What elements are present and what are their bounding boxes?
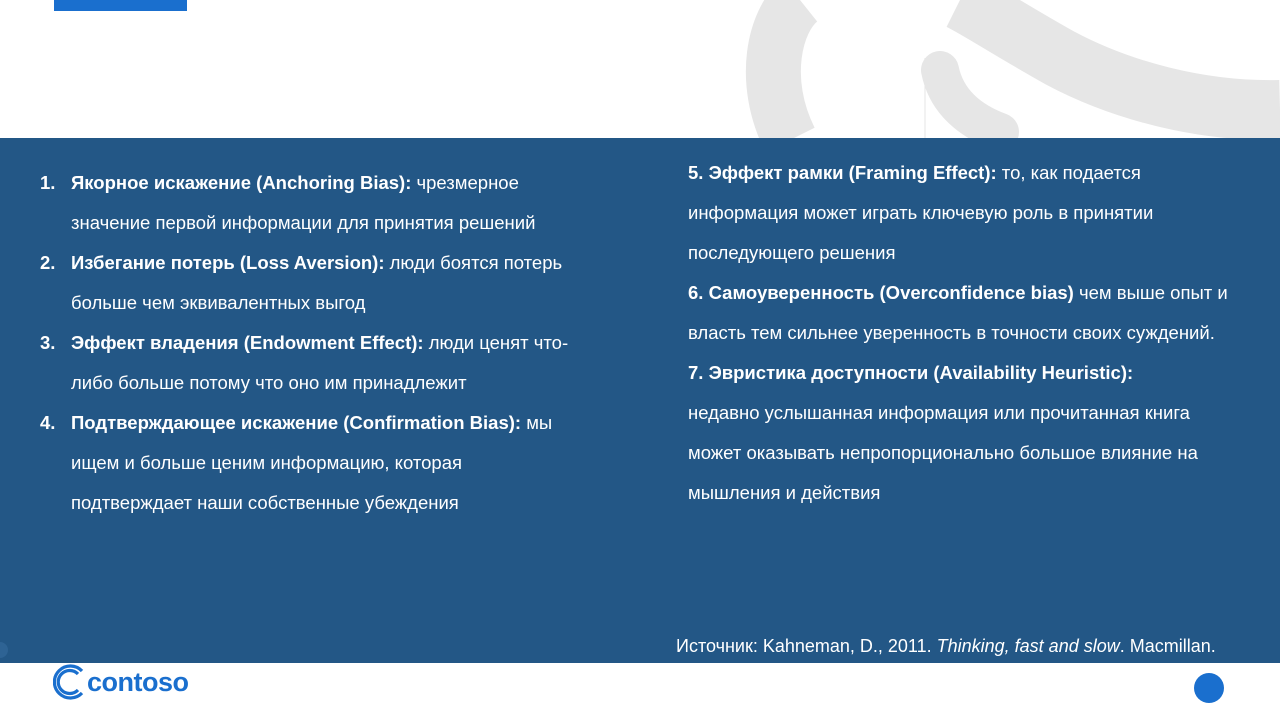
item-number: 2. <box>40 252 56 273</box>
bias-term: Эвристика доступности (Availability Heuristic): <box>708 362 1134 383</box>
bias-description: чрезмерное значение первой информации для принятия решений <box>71 172 536 233</box>
item-number: 3. <box>40 332 56 353</box>
bias-term: Эффект владения (Endowment Effect): <box>71 332 424 353</box>
navigation-dot-icon[interactable] <box>1194 673 1224 703</box>
bias-term: Избегание потерь (Loss Aversion): <box>71 252 385 273</box>
source-title: Thinking, fast and slow <box>936 636 1120 656</box>
bias-item-confirmation <box>40 403 580 523</box>
bias-description: люди ценят что-либо больше потому что оно им принадлежит <box>71 332 569 393</box>
bias-list-left <box>40 163 580 523</box>
logo-text: contoso <box>87 666 189 697</box>
bias-description: недавно услышанная информация или прочитанная книга может оказывать непропорционально большое влияние на мышления и действия <box>688 402 1198 503</box>
contoso-logo-icon <box>53 662 87 702</box>
source-suffix: . Macmillan. <box>1119 636 1216 656</box>
bias-list-right <box>688 153 1248 513</box>
background-arc-decoration <box>0 0 1280 140</box>
bias-term: Эффект рамки (Framing Effect): <box>708 162 997 183</box>
source-prefix: Источник: Kahneman, D., 2011. <box>676 636 937 656</box>
item-number: 7. <box>688 362 704 383</box>
bias-description: мы ищем и больше ценим информацию, которая подтверждает наши собственные убеждения <box>71 412 553 513</box>
contoso-logo <box>53 661 189 703</box>
bias-term: Якорное искажение (Anchoring Bias): <box>71 172 412 193</box>
item-number: 5. <box>688 162 704 183</box>
item-number: 6. <box>688 282 704 303</box>
bias-item-availability <box>688 353 1248 513</box>
bias-description: то, как подается информация может играть ключевую роль в принятии последующего решения <box>688 162 1154 263</box>
bias-item-anchoring <box>40 163 580 243</box>
item-number: 4. <box>40 412 56 433</box>
bias-item-overconfidence <box>688 273 1248 353</box>
bias-description: чем выше опыт и власть тем сильнее уверенность в точности своих суждений. <box>688 282 1228 343</box>
bias-item-endowment <box>40 323 580 403</box>
item-number: 1. <box>40 172 56 193</box>
source-citation <box>676 634 1216 658</box>
bias-term: Самоуверенность (Overconfidence bias) <box>708 282 1074 303</box>
bias-item-framing <box>688 153 1248 273</box>
bias-description: люди боятся потерь больше чем эквивалентных выгод <box>71 252 563 313</box>
bias-item-loss-aversion <box>40 243 580 323</box>
bias-term: Подтверждающее искажение (Confirmation Bias): <box>71 412 522 433</box>
